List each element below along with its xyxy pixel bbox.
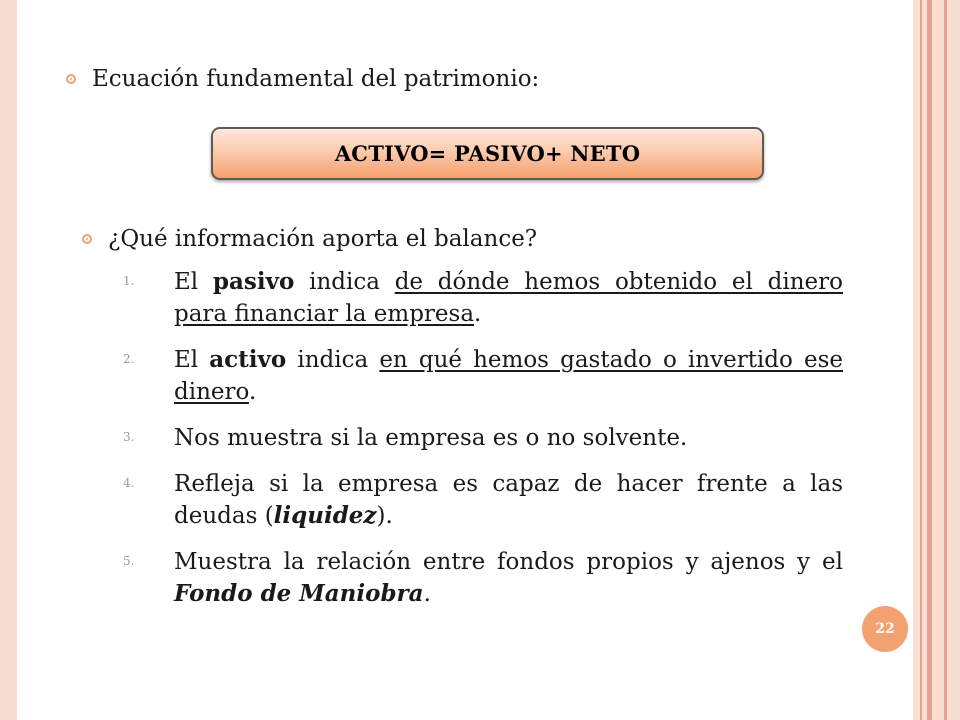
bold-term: pasivo: [212, 268, 295, 295]
underlined-text: en qué hemos gastado o invertido ese dinero: [174, 347, 843, 405]
list-number: 3.: [123, 430, 135, 444]
list-item-text: El pasivo indica de dónde hemos obtenido el dinero para financiar la empresa.: [174, 268, 843, 327]
question: ¿Qué información aporta el balance?: [108, 226, 538, 252]
bold-term: activo: [209, 346, 287, 373]
bold-italic-term: liquidez: [273, 502, 377, 529]
list-number: 2.: [123, 352, 135, 366]
numbered-list: [123, 266, 843, 610]
heading: Ecuación fundamental del patrimonio:: [92, 66, 540, 92]
list-number: 4.: [123, 476, 135, 490]
frame-stripe: [920, 0, 922, 720]
list-item: [123, 266, 843, 330]
list-item: [123, 468, 843, 532]
slide-frame-left: [0, 0, 17, 720]
page-number-badge: 22: [862, 606, 908, 652]
list-item-text: Refleja si la empresa es capaz de hacer frente a las deudas (liquidez).: [174, 471, 843, 529]
bullet-icon: [66, 74, 76, 84]
bullet-icon: [82, 234, 92, 244]
formula-box: [211, 127, 764, 180]
list-number: 1.: [123, 274, 135, 288]
underlined-text: de dónde hemos obtenido el dinero para financiar la empresa: [174, 269, 843, 327]
bold-italic-term: Fondo de Maniobra: [174, 580, 424, 607]
list-item: [123, 422, 843, 454]
formula-text: ACTIVO= PASIVO+ NETO: [334, 141, 641, 166]
list-item: [123, 546, 843, 610]
list-item-text: Muestra la relación entre fondos propios y ajenos y el Fondo de Maniobra.: [174, 549, 843, 607]
list-item-text: El activo indica en qué hemos gastado o invertido ese dinero.: [174, 346, 843, 405]
frame-stripe: [927, 0, 932, 720]
list-item: [123, 344, 843, 408]
list-number: 5.: [123, 554, 135, 568]
list-item-text: Nos muestra si la empresa es o no solvente.: [174, 425, 688, 451]
frame-stripe: [944, 0, 947, 720]
slide-frame-right: [913, 0, 960, 720]
